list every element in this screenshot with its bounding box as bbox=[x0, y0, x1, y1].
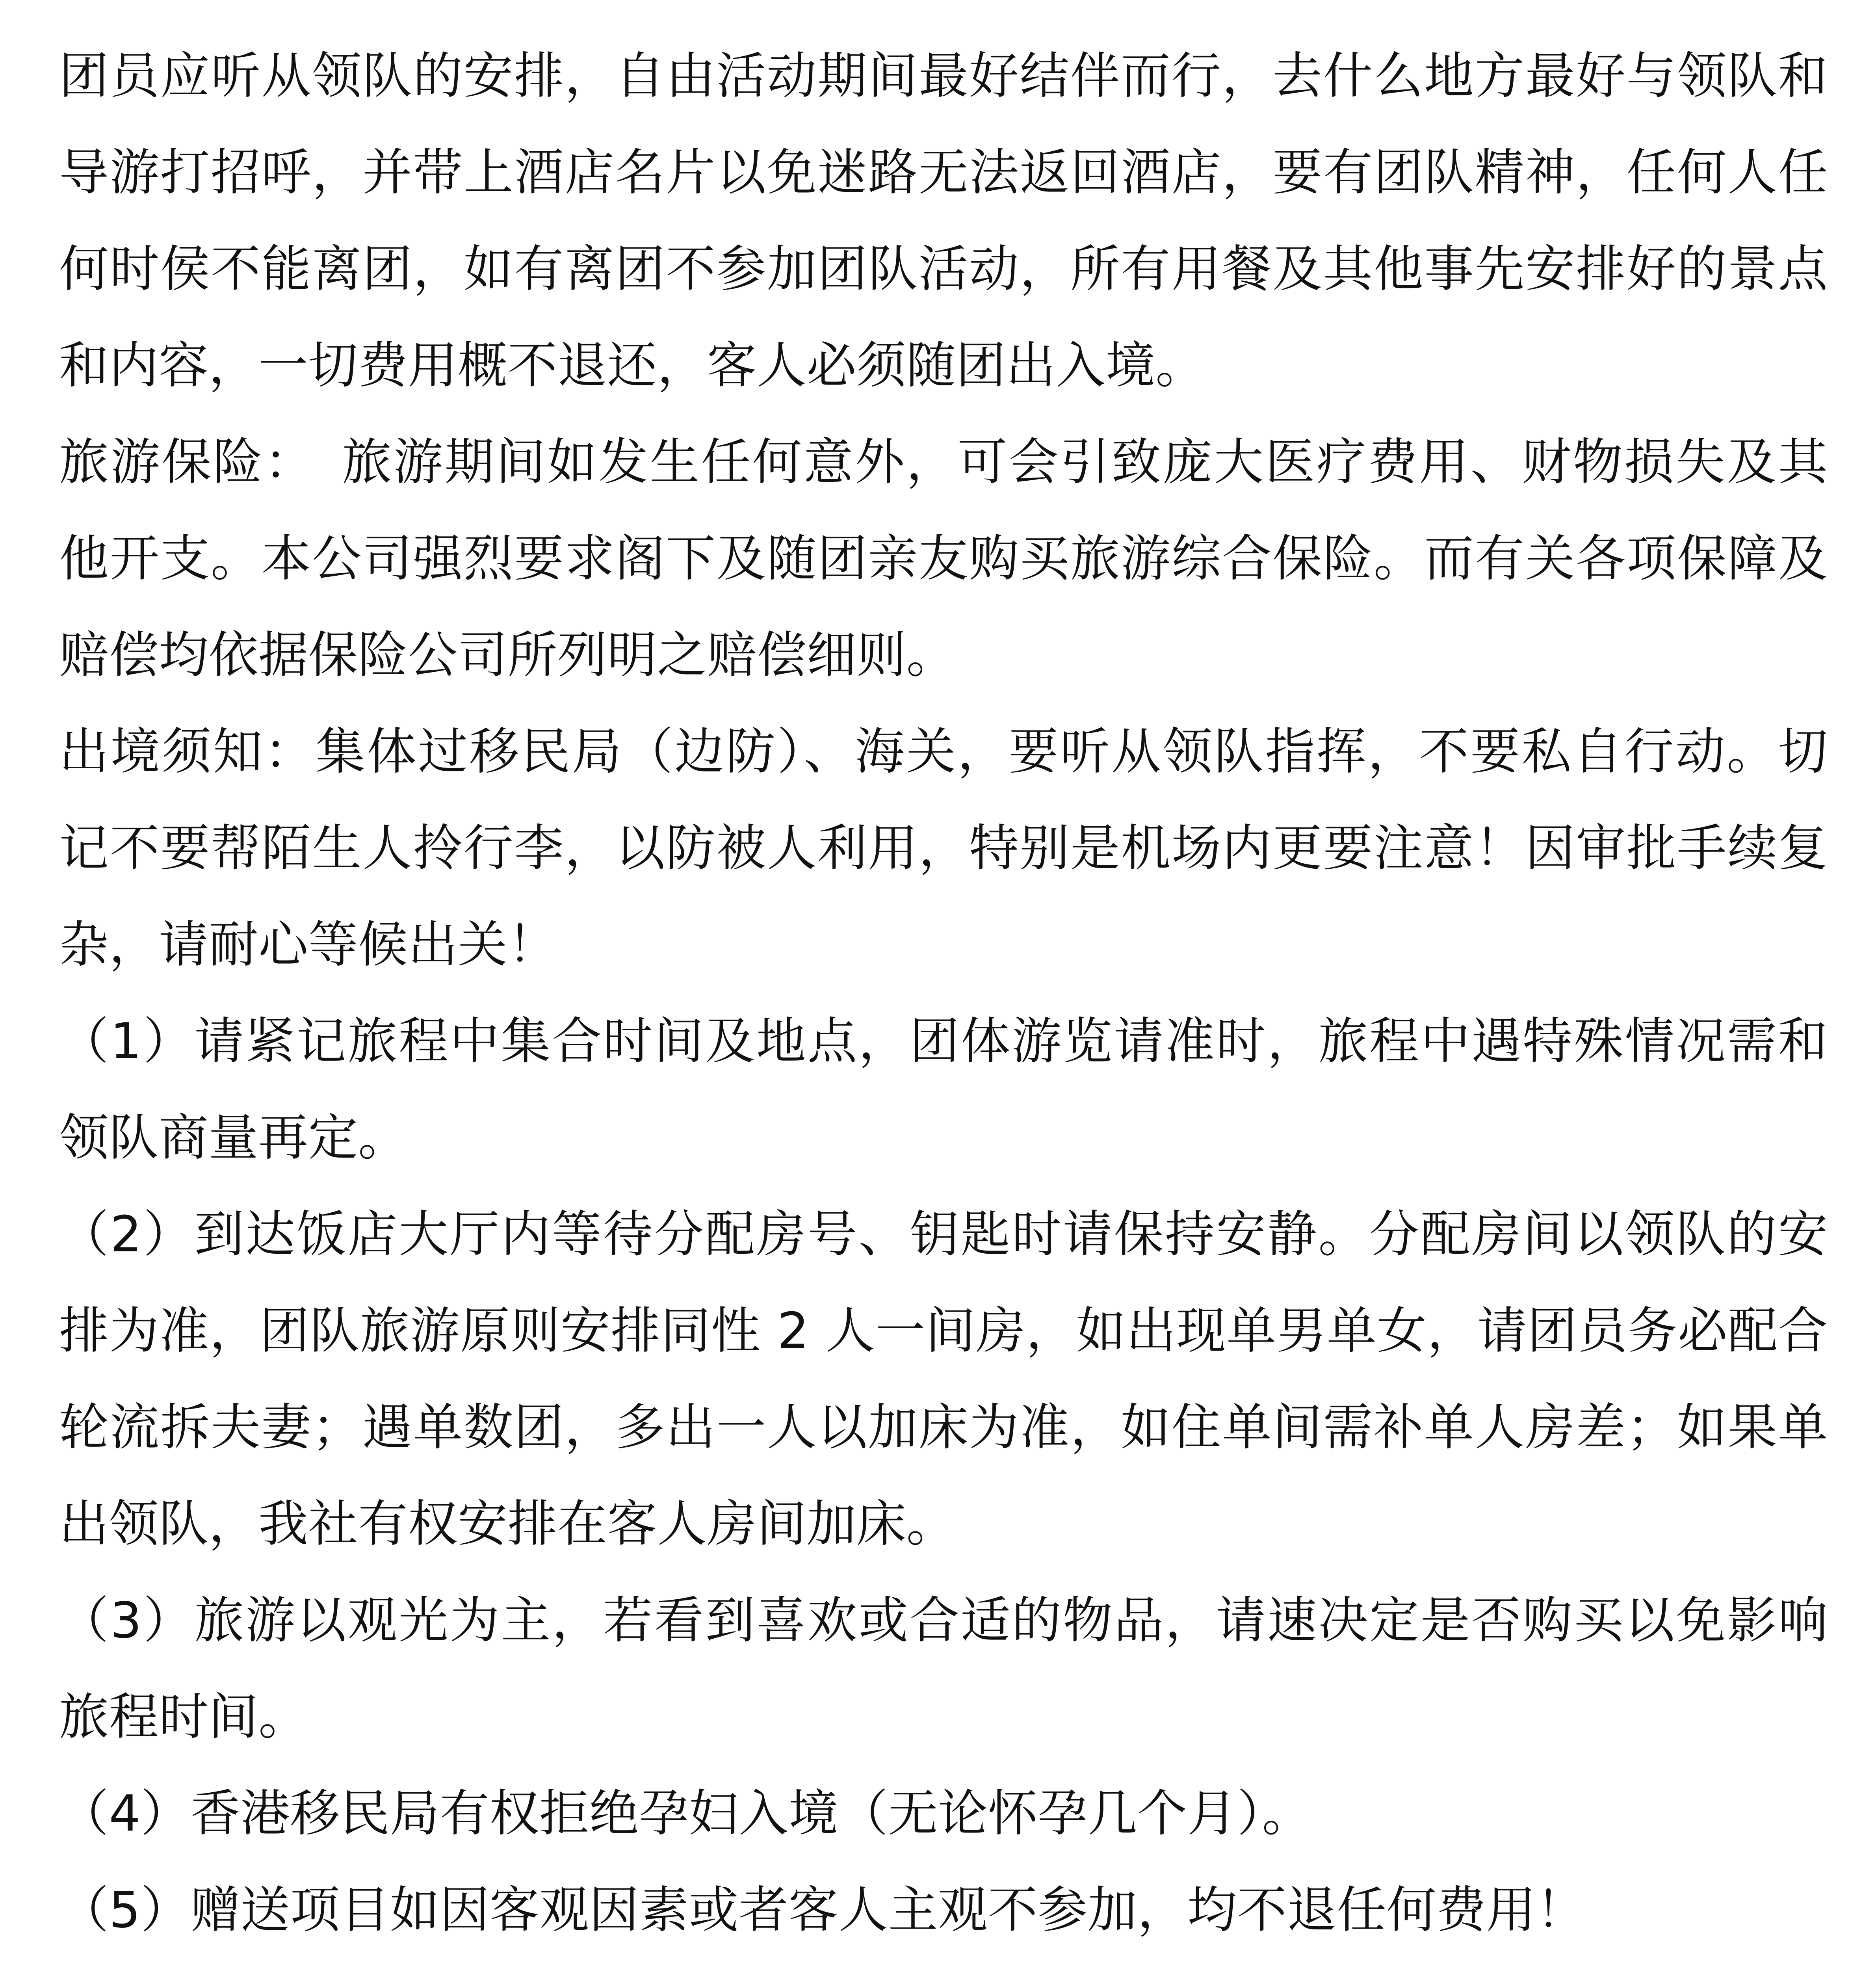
list-item-3: （3）旅游以观光为主，若看到喜欢或合适的物品，请速决定是否购买以免影响旅程时间。 bbox=[59, 1591, 1828, 1746]
paragraph-group-rules: 团员应听从领队的安排，自由活动期间最好结伴而行，去什么地方最好与领队和导游打招呼，并带上酒店名片以免迷路无法返回酒店，要有团队精神，任何人任何时侯不能离团，如有离团不参加团队活动，所有用餐及其他事先安排好的景点和内容，一切费用概不退还，客人必须随团出入境。 bbox=[59, 47, 1828, 394]
document-body bbox=[59, 28, 1828, 1970]
list-item-4: （4）香港移民局有权拒绝孕妇入境（无论怀孕几个月）。 bbox=[59, 1784, 1312, 1842]
list-item-2: （2）到达饭店大厅内等待分配房号、钥匙时请保持安静。分配房间以领队的安排为准，团队旅游原则安排同性 2 人一间房，如出现单男单女，请团员务必配合轮流拆夫妻；遇单数团，多出一人以加床为准，如住单间需补单人房差；如果单出领队，我社有权安排在客人房间加床。 bbox=[59, 1205, 1828, 1553]
list-item-5: （5）赠送项目如因客观因素或者客人主观不参加，均不退任何费用！ bbox=[59, 1881, 1586, 1939]
paragraph-exit-notice: 出境须知：集体过移民局（边防）、海关，要听从领队指挥，不要私自行动。切记不要帮陌生人拎行李，以防被人利用，特别是机场内更要注意！因审批手续复杂，请耐心等候出关！ bbox=[59, 723, 1828, 974]
list-item-1: （1）请紧记旅程中集合时间及地点，团体游览请准时，旅程中遇特殊情况需和领队商量再定。 bbox=[59, 1012, 1828, 1167]
paragraph-travel-insurance: 旅游保险： 旅游期间如发生任何意外，可会引致庞大医疗费用、财物损失及其他开支。本公司强烈要求阁下及随团亲友购买旅游综合保险。而有关各项保障及赔偿均依据保险公司所列明之赔偿细则。 bbox=[59, 433, 1828, 684]
list-item-6 bbox=[59, 1958, 1828, 1970]
